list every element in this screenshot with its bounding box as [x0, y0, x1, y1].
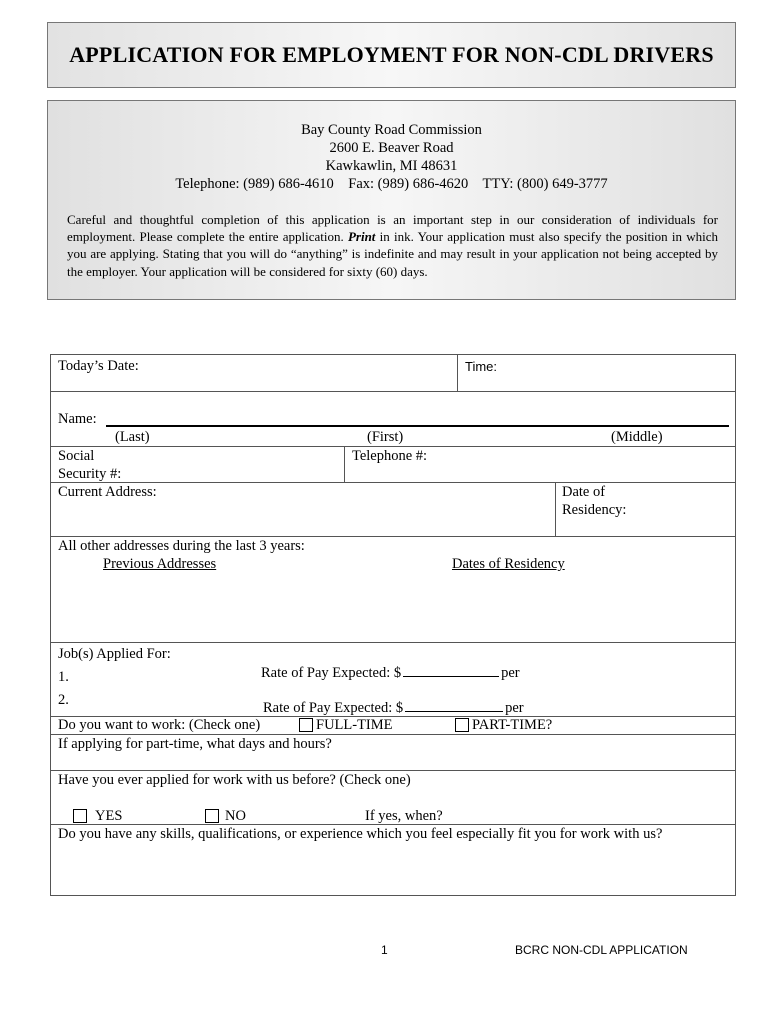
job2-per-label: per [505, 700, 524, 716]
page-number: 1 [381, 943, 388, 957]
date-of-residency-line1: Date of [562, 484, 606, 500]
jobs-applied-label: Job(s) Applied For: [58, 646, 171, 662]
document-title: APPLICATION FOR EMPLOYMENT FOR NON-CDL DRIVERS [69, 42, 714, 67]
applied-before-label: Have you ever applied for work with us before? (Check one) [58, 772, 411, 788]
application-form [50, 354, 736, 896]
full-time-checkbox[interactable] [299, 718, 313, 732]
rule-ssn-row [51, 482, 735, 483]
ssn-label-line2: Security #: [58, 466, 122, 482]
divider-address-residency [555, 482, 556, 536]
ssn-label-line1: Social [58, 448, 95, 464]
telephone-label: Telephone #: [352, 448, 428, 464]
time-label: Time: [465, 359, 498, 374]
want-to-work-label: Do you want to work: (Check one) [58, 717, 261, 733]
rule-want-to-work [51, 734, 735, 735]
footer-doc-id: BCRC NON-CDL APPLICATION [515, 943, 688, 957]
part-time-label: PART-TIME? [472, 717, 553, 733]
instructions-paragraph [67, 211, 718, 280]
job1-rate-blank[interactable] [403, 664, 499, 677]
organization-info-box [47, 100, 736, 300]
job2-rate-label: Rate of Pay Expected: $ [263, 700, 404, 716]
job1-per-label: per [501, 665, 520, 681]
org-contact: Telephone: (989) 686-4610 Fax: (989) 686-4620 TTY: (800) 649-3777 [175, 176, 608, 192]
divider-date-time [457, 355, 458, 391]
date-of-residency-line2: Residency: [562, 502, 627, 518]
if-yes-when-label: If yes, when? [365, 808, 443, 824]
rule-name-row [51, 446, 735, 447]
yes-checkbox[interactable] [73, 809, 87, 823]
rule-part-time [51, 770, 735, 771]
no-checkbox[interactable] [205, 809, 219, 823]
name-label: Name: [58, 411, 97, 427]
rule-other-addresses [51, 642, 735, 643]
instructions-part2: in ink. Your application must also specify the position in which you are applying. Stating that you will do “anything” is indefinite and may result in your application not being accepted by the employer. Your application will be considered for sixty (60) days. [67, 229, 719, 279]
part-time-days-label: If applying for part-time, what days and hours? [58, 736, 332, 752]
other-addresses-label: All other addresses during the last 3 years: [58, 538, 305, 554]
skills-question: Do you have any skills, qualifications, or experience which you feel especially fit you for work with us? [58, 826, 663, 842]
job1-number: 1. [58, 669, 69, 685]
job2-rate-of-pay [263, 699, 524, 717]
name-middle-caption: (Middle) [611, 429, 663, 445]
job2-rate-blank[interactable] [405, 699, 503, 712]
org-city: Kawkawlin, MI 48631 [325, 158, 458, 174]
dates-of-residency-heading: Dates of Residency [452, 556, 565, 572]
full-time-label: FULL-TIME [316, 717, 393, 733]
instructions-print-emphasis: Print [347, 229, 376, 245]
rule-date-row [51, 391, 735, 392]
part-time-checkbox[interactable] [455, 718, 469, 732]
rule-address-row [51, 536, 735, 537]
no-label: NO [225, 808, 246, 824]
name-last-caption: (Last) [115, 429, 150, 445]
org-street: 2600 E. Beaver Road [329, 140, 454, 156]
todays-date-label: Today’s Date: [58, 358, 139, 374]
current-address-label: Current Address: [58, 484, 157, 500]
job1-rate-of-pay [261, 664, 520, 682]
job1-rate-label: Rate of Pay Expected: $ [261, 665, 402, 681]
previous-addresses-heading: Previous Addresses [103, 556, 217, 572]
name-underline[interactable] [106, 425, 729, 427]
instructions-part1: Careful and thoughtful completion of this application is an important step in our consideration of individuals for employment. Please complete the entire application. [67, 212, 718, 245]
name-first-caption: (First) [367, 429, 404, 445]
job2-number: 2. [58, 692, 69, 708]
org-name: Bay County Road Commission [301, 122, 482, 138]
title-box [47, 22, 736, 88]
yes-label: YES [95, 808, 123, 824]
divider-ssn-phone [344, 446, 345, 482]
